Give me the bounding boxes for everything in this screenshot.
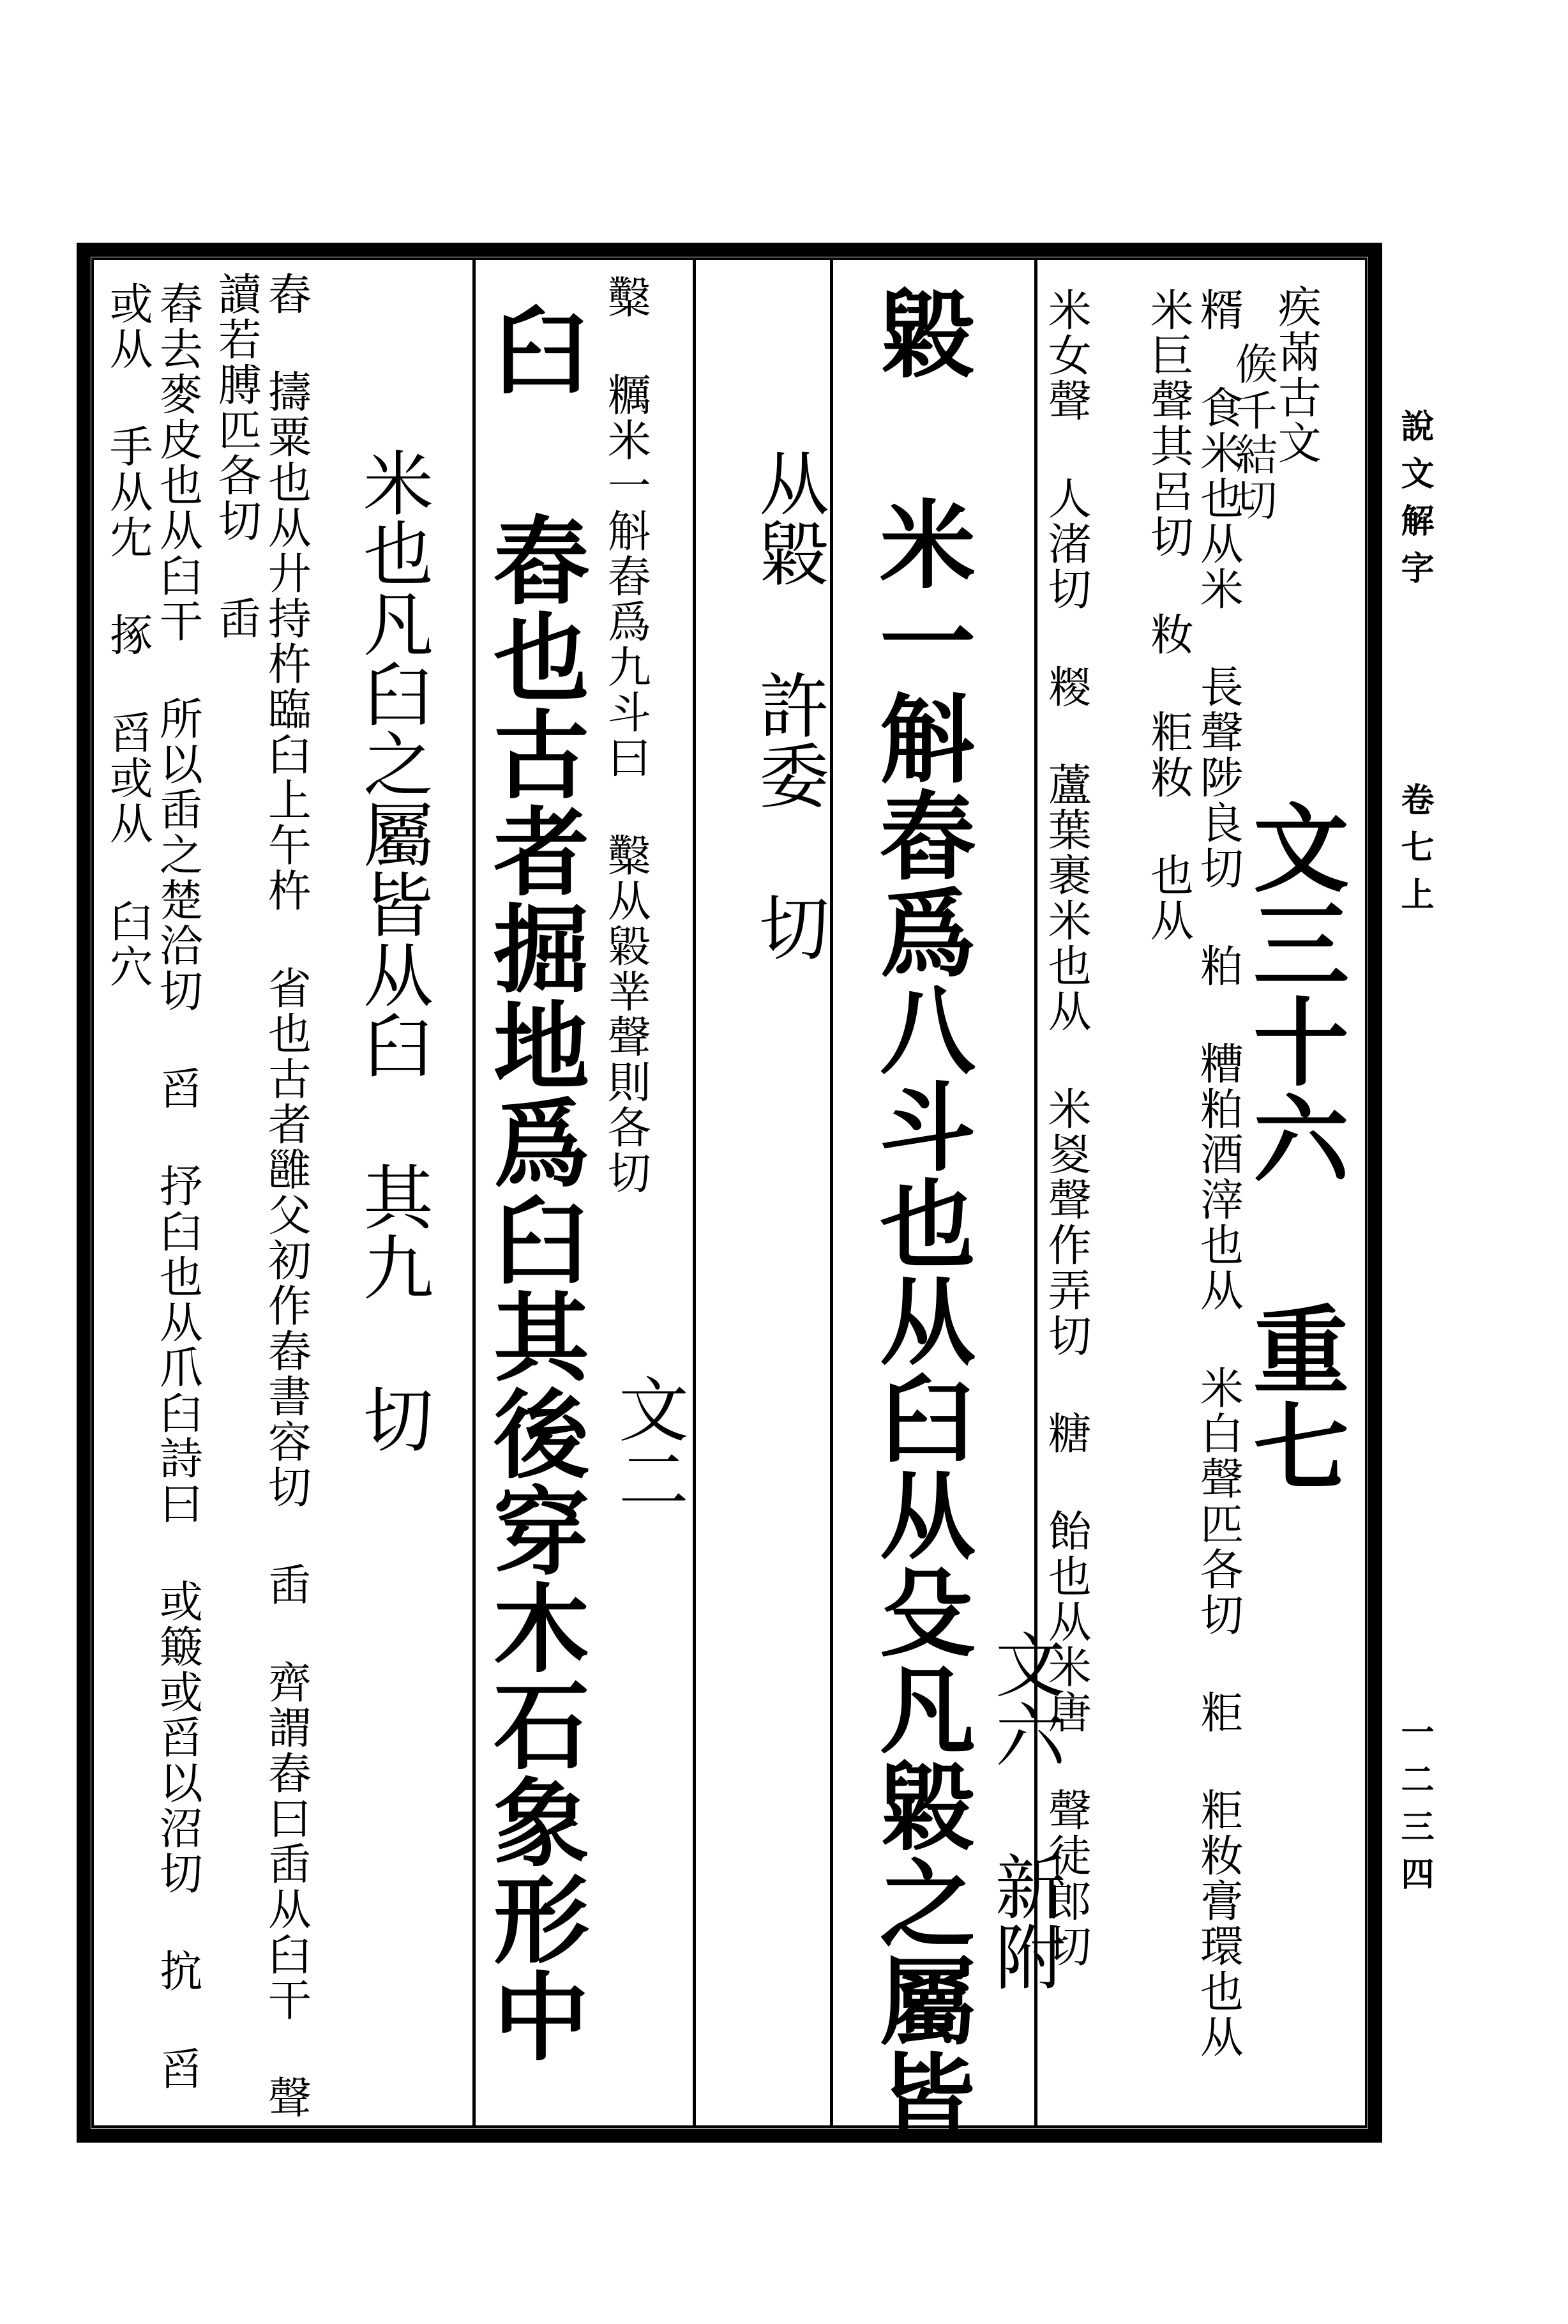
volume-label: 卷七上 bbox=[1395, 782, 1434, 924]
text-column: 米女聲 人渚切 糉 蘆葉裹米也从 米㚇聲作弄切 糖 飴也从米唐 聲徒郎切 bbox=[1041, 287, 1092, 1969]
column-rule bbox=[693, 260, 696, 2125]
column-rule bbox=[830, 260, 833, 2125]
page-number: 一二三四 bbox=[1395, 1715, 1434, 1904]
text-column: 糈 食米也从米 長聲陟良切 粕 糟粕酒滓也从 米白聲匹各切 粔 粔籹膏環也从 米巨聲其呂切 籹 粔籹 也从 bbox=[1143, 287, 1244, 2060]
text-column: 毇 米一斛舂爲八斗也从臼从殳凡毇之屬皆 bbox=[863, 284, 976, 2145]
book-title: 說文解字 bbox=[1395, 409, 1434, 598]
text-column: 疾㒼古文 bbox=[1270, 284, 1322, 466]
section-count: 文二 bbox=[607, 1373, 689, 1514]
section-count: 文三十六 重七 bbox=[1237, 798, 1349, 1494]
text-column: 从毇 許委 切 bbox=[748, 447, 829, 962]
text-column: 臼 舂也古者掘地爲臼其後穿木石象形中 bbox=[477, 300, 589, 2064]
section-count: 文六 新附 bbox=[984, 1629, 1066, 1991]
text-column: 舂去麥皮也从臼干 所以臿之楚洽切 舀 抒臼也从爪臼詩曰 或簸或舀以沼切 抭 舀或从 手从冘 㧻 舀或从 臼穴 bbox=[102, 281, 203, 2092]
text-column: 米也凡臼之屬皆从臼 其九 切 bbox=[352, 447, 433, 1454]
text-column: 𠊱千結切 bbox=[1229, 342, 1280, 523]
column-rule bbox=[472, 260, 476, 2125]
text-column: 舂 擣粟也从廾持杵臨臼上午杵 省也古者雝父初作舂書容切 臿 齊謂舂曰臿从臼干 聲讀若膊匹各切 臿 bbox=[211, 271, 312, 2120]
text-column: 糳 糲米一斛舂爲九斗曰 糳从毇丵聲則各切 bbox=[600, 275, 651, 1196]
